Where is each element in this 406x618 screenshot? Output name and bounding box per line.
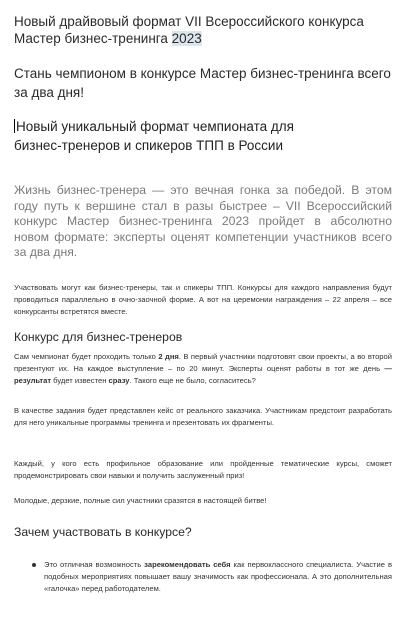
contest-paragraph-3: Каждый, у кого есть профильное образование или пройденные тематические курсы, сможет продемонстрировать свои навыки и получить заслуженный приз! [14,459,392,480]
subtitle-line2: за два дня! [14,85,84,100]
page-title-line1: Новый драйвовый формат VII Всероссийского конкурса [14,14,364,29]
lead-paragraph: Жизнь бизнес-тренера — это вечная гонка за победой. В этом году путь к вершине стал в разы быстрее – VII Всероссийский конкурс Мастер бизнес-тренинга 2023 пройдет в абсолютно новом формате: эксперты оценят компетенции участников всего за два дня. [14,183,392,259]
why-heading: Зачем участвовать в конкурсе? [14,525,192,539]
contest-paragraph-1 [14,351,392,387]
contest-paragraph-4: Молодые, дерзкие, полные сил участники сразятся в настоящей битве! [14,496,267,505]
contest-p1-bold-result: — результат [14,364,392,385]
format-heading[interactable] [14,117,392,155]
contest-p1-bold-immediately: сразу [108,376,130,385]
text-cursor [14,119,15,133]
why-bullet-list [30,559,392,595]
contest-p1-text-e: будет известен [51,376,109,385]
contest-heading: Конкурс для бизнес-тренеров [14,330,183,344]
subtitle [14,64,392,102]
page-title-year: 2023 [171,31,202,46]
page-title [14,13,392,47]
format-heading-line1: Новый уникальный формат чемпионата для [16,119,294,134]
contest-paragraph-2: В качестве задания будет представлен кейс от реального заказчика. Участникам предстоит разработать для него уникальные программы тренинга и презентовать их фрагменты. [14,406,392,427]
why-bullet1-text-c: как первоклассного специалиста. Участие в подобных мероприятиях повышает вашу значимость как профессионала. А это дополнительная «галочка» перед работодателем. [44,560,392,593]
contest-p1-text-c: . В первый участники подготовят свои проекты, а во второй презентуют их. На каждое выступление – по 20 минут. Эксперты оценят работы в тот же день [14,352,392,373]
contest-p1-text-a: Сам чемпионат будет проходить только [14,352,159,361]
why-bullet1-bold: зарекомендовать себя [144,560,231,569]
contest-p1-text-g: . Такого еще не было, согласитесь? [129,376,256,385]
bullet-dot-icon [32,563,36,567]
why-bullet1-text-a: Это отличная возможность [44,560,145,569]
page-title-line2: Мастер бизнес-тренинга [14,31,172,46]
format-heading-line2: бизнес-тренеров и спикеров ТПП в России [14,138,283,153]
subtitle-line1: Стань чемпионом в конкурсе Мастер бизнес-тренинга всего [14,66,391,81]
participants-paragraph: Участвовать могут как бизнес-тренеры, так и спикеры ТПП. Конкурсы для каждого направления будут проводиться параллельно в очно-заочной форме. А вот на церемонии награждения – 22 апреля – все конкурсанты встретятся вместе. [14,283,392,316]
contest-p1-bold-days: 2 дня [158,352,179,361]
